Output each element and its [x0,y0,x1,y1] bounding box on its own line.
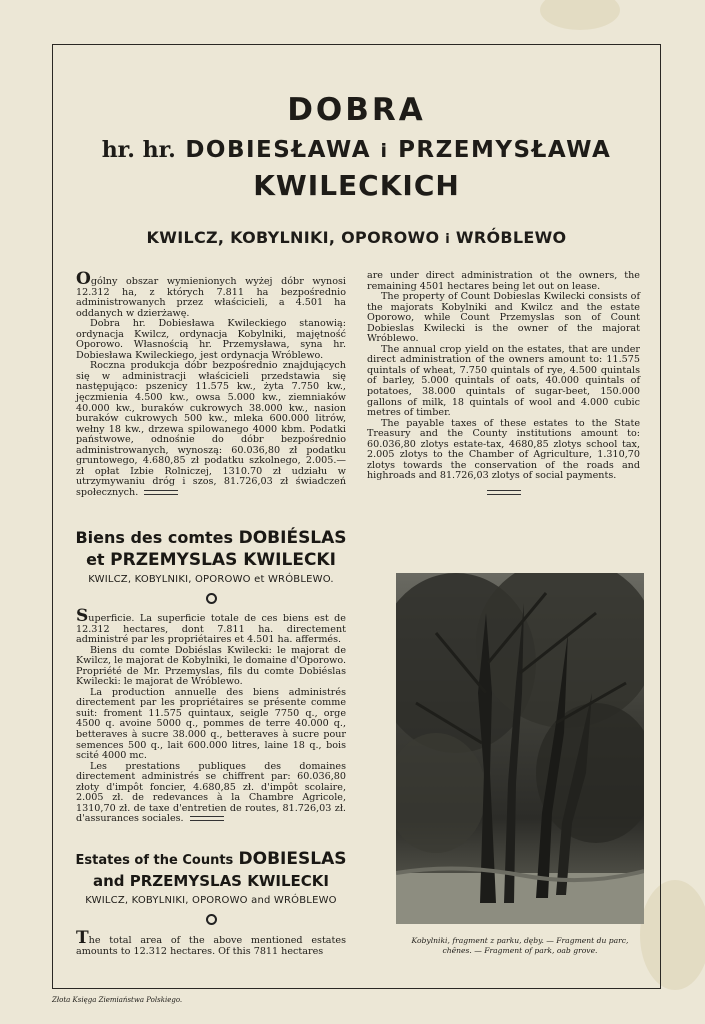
english-heading-line-2: and PRZEMYSLAS KWILECKI [93,872,329,890]
french-paragraph-1 [76,606,346,646]
polish-paragraph-2: Dobra hr. Dobiesława Kwileckiego stanowią: ordynacja Kwilcz, ordynacja Kobylniki, majętność Oporowo. Własnością hr. Przemysława, syna hr. Dobiesława Kwileckiego, jest ordynacja Wróblewo. [76,318,346,361]
french-heading-line-2b: PRZEMYSLAS KWILECKI [110,550,336,570]
drop-cap: T [76,928,89,948]
polish-paragraph-3-text: Roczna produkcja dóbr bezpośrednio znajdujących się w administracji właścicieli przedstawia się następująco: pszenicy 11.575 kw., żyta 7.750 kw., jęczmienia 4.500 kw., owsa 5.000 kw., ziemniaków 40.000 kw., buraków cukrowych 38.000 kw., nasion buraków cukrowych 500 kw., mleka 600.000 litrów, wełny 18 kw., drzewa spilowanego 4000 kbm. Podatki państwowe, odnośnie do dóbr bezpośrednio administrowanych, wynoszą: 60.036,80 zł podatku gruntowego, 4.680,85 zł podatku szkolnego, 2.005.— zł opłat Izbie Rolniczej, 1310.70 zł udziału w utrzymywaniu dróg i szos, 81.726,03 zł świadczeń społecznych. [76,360,346,498]
title-line-family: KWILECKICH [253,169,460,202]
photo-caption [389,936,651,955]
english-heading [71,849,351,892]
title-places-conj: i [445,232,451,247]
english-paragraph-3: The annual crop yield on the estates, that are under direct administration of the owners amount to: 11.575 quintals of wheat, 7.750 quintals of rye, 4.500 quintals of barley, 5.000 quintals of oats, 40.000 quintals of potatoes, 38.000 quintals of sugar-beet, 150.000 gallons of milk, 18 quintals of wool and 4.000 cubic metres of timber. [367,343,640,419]
english-heading-line-1b: DOBIESLAS [238,849,347,869]
french-paragraph-3: La production annuelle des biens administrés directement par les propriétaires se présente comme suit: froment 11.575 quintaux, seigle 7750 q., orge 4500 q. avoine 5000 q., pommes de terre 40.000 q., betteraves à sucre 38.000 q., betteraves à sucre pour semences 500 q., lait 600.000 litres, laine 18 q., bois scité 4000 mc. [76,686,346,762]
drop-cap: S [76,606,89,626]
french-heading-line-1 [71,527,351,549]
polish-paragraph-1-text: gólny obszar wymienionych wyżej dóbr wynosi 12.312 ha, z których 7.811 ha bezpośrednio administrowanych przez właścicieli, a 4.501 ha oddanych w dzierżawę. [76,276,346,319]
french-heading-line-2 [71,549,351,571]
french-paragraph-1-text: uperficie. La superficie totale de ces biens est de 12.312 hectares, dont 7.811 ha. directement administré par les propriétaires et 4.501 ha. affermés. [76,613,346,646]
oak-grove-image [396,573,644,924]
footer-note: Złota Księga Ziemiaństwa Polskiego. [52,996,183,1004]
english-heading-line-1 [71,849,351,871]
french-places: KWILCZ, KOBYLNIKI, OPOROWO et WRÓBLEWO. [88,574,334,585]
section-divider [190,816,224,821]
title-places-1: KWILCZ, KOBYLNIKI, OPOROWO [146,228,440,247]
french-paragraph-4 [76,762,346,825]
title-name-2: PRZEMYSŁAWA [398,137,612,163]
polish-paragraph-3 [76,361,346,498]
page-frame [52,44,661,989]
section-divider [144,490,178,495]
title-block [53,93,660,250]
english-paragraph-1 [76,928,346,957]
english-section-continued [367,271,640,497]
title-line-names [53,137,660,164]
title-places [53,228,660,250]
polish-section [76,269,346,498]
french-heading [71,527,351,571]
polish-paragraph-1 [76,269,346,319]
french-heading-line-1a: Biens des comtes [75,528,234,547]
english-section-start [76,928,346,957]
photo-caption-line-1: Kobylniki, fragment z parku, dęby. — Fragment du parc, [411,936,629,945]
french-paragraph-4-text: Les prestations publiques des domaines directement administrés se chiffrent par: 60.036,80 złoty d'impôt foncier, 4.680,85 zł. d'impôt scolaire, 2.005 zł. de redevances à la Chambre Agricole, 1310,70 zł. de taxe d'entretien de routes, 81.726,03 zł. d'assurances sociales. [76,760,346,825]
english-paragraph-1-text: he total area of the above mentioned estates amounts to 12.312 hectares. Of this 7811 hectares [76,935,346,957]
paper-stain [540,0,620,30]
english-heading-block [71,849,351,925]
park-photograph [396,573,644,924]
french-section [76,606,346,825]
english-paragraph-1-cont: are under direct administration ot the owners, the remaining 4501 hectares being let out on lease. [367,270,640,292]
english-paragraph-2: The property of Count Dobieslas Kwilecki consists of the majorats Kobylniki and Kwilcz and the estate Oporowo, while Count Przemyslas son of Count Dobieslas Kwilecki is the owner of the majorat Wróblewo. [367,291,640,345]
english-paragraph-4: The payable taxes of these estates to the State Treasury and the County institutions amount to: 60.036,80 zlotys estate-tax, 4680,85 zlotys school tax, 2.005 zlotys to the Chamber of Agriculture, 1.310,70 zlotys towards the conservation of the roads and highroads and 81.726,03 zlotys of social payments. [367,417,640,482]
drop-cap: O [76,269,91,289]
section-divider [487,490,521,495]
title-conjunction: i [380,140,389,162]
ornament-ring [206,914,217,925]
english-heading-line-1a: Estates of the Counts [75,853,234,868]
photo-caption-line-2: chênes. — Fragment of park, oab grove. [442,945,598,955]
title-places-2: WRÓBLEWO [455,228,567,247]
french-heading-line-2a: et [86,550,105,569]
title-hr: hr. hr. [101,137,176,163]
french-heading-block [71,527,351,604]
french-heading-line-1b: DOBIÉSLAS [238,528,347,548]
english-places: KWILCZ, KOBYLNIKI, OPOROWO and WRÓBLEWO [85,895,337,906]
title-line-dobra: DOBRA [287,92,426,128]
title-name-1: DOBIESŁAWA [185,137,372,163]
ornament-ring [206,593,217,604]
french-paragraph-2: Biens du comte Dobiéslas Kwilecki: le majorat de Kwilcz, le majorat de Kobylniki, le domaine d'Oporowo. Propriété de Mr. Przemyslas, fils du comte Dobiéslas Kwilecki: le majorat de Wróblewo. [76,644,346,688]
